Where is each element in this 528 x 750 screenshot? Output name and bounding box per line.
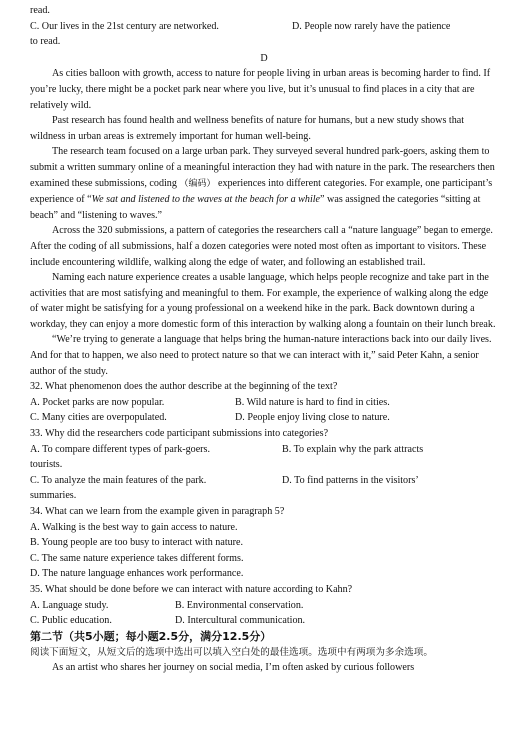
question-35-option-d: D. Intercultural communication. [175,615,306,627]
carry-over-line: read. [30,5,50,16]
question-34-option-d: D. The nature language enhances work performance. [30,568,244,580]
question-33-option-d-cont: summaries. [30,490,77,502]
question-32-option-d: D. People enjoy living close to nature. [235,412,390,424]
paragraph-2: Past research has found health and wellness benefits of nature for humans, but a new study shows that wildness in urban areas is extremely important for human well-being. [30,115,465,142]
paragraph-3-part-a: The research team focused on a large urban park. They surveyed several hundred park-goers, asking them to submit a written summary online of a meaningful interaction they had with nature in the park. The researchers then examined these submissions, coding [30,146,495,189]
paragraph-3-quote: We sat and listened to the waves at the beach for a while [91,194,321,206]
paragraph-3-part-c: ” was assigned the categories “sitting at beach” and “listening to waves.” [30,194,481,221]
question-32-option-b: B. Wild nature is hard to find in cities. [235,396,390,408]
carry-over-option-d: D. People now rarely have the patience [292,20,451,32]
question-35-row-2 [30,613,498,629]
question-32-option-a: A. Pocket parks are now popular. [30,396,165,408]
question-35-stem: 35. What should be done before we can interact with nature according to Kahn? [30,583,353,595]
question-32-option-c: C. Many cities are overpopulated. [30,412,167,424]
question-33-option-b: B. To explain why the park attracts [282,443,424,455]
section-2-instruction: 阅读下面短文，从短文后的选项中选出可以填入空白处的最佳选项。选项中有两项为多余选项。 [30,646,433,658]
paragraph-6: “We’re trying to generate a language that helps bring the human-nature interactions back into our daily lives. And for that to happen, we also need to protect nature so that we can interact with it,” said Peter Kahn, a senior author of the study. [30,334,492,377]
paragraph-3-gloss: （编码） [179,178,216,189]
paragraph-4: Across the 320 submissions, a pattern of categories the researchers call a “nature language” began to emerge. After the coding of all submissions, half a dozen categories were noted most often as important to visitors. These include encountering wildlife, walking along the edge of water, and following an established trail. [30,225,493,268]
question-32-row-1 [30,395,498,411]
paragraph-3-part-b: experiences into different categories. For example, one participant’s experience of “ [30,177,493,206]
question-35-option-a: A. Language study. [30,599,109,611]
question-34-stem: 34. What can we learn from the example given in paragraph 5? [30,506,285,517]
question-33-option-d: D. To find patterns in the visitors’ [282,474,419,486]
passage-letter: D [260,52,268,64]
question-33-option-a: A. To compare different types of park-goers. [30,443,210,455]
question-32-row-2 [30,410,498,426]
paragraph-3 [30,144,498,223]
carry-over-option-c: C. Our lives in the 21st century are networked. [30,20,219,32]
paragraph-1: As cities balloon with growth, access to nature for people living in urban areas is becoming harder to find. If you’re lucky, there might be a pocket park near where you live, but it’s unusual to find places in a city that are relatively wild. [30,68,491,111]
question-33-row-2 [30,473,498,489]
question-34-option-b: B. Young people are too busy to interact with nature. [30,537,244,549]
question-33-option-b-cont: tourists. [30,459,63,471]
question-34-option-a: A. Walking is the best way to gain access to nature. [30,521,238,533]
section-2-passage-start: As an artist who shares her journey on social media, I’m often asked by curious followers [52,662,415,674]
carry-over-options [30,19,498,35]
question-35-option-b: B. Environmental conservation. [175,599,304,611]
carry-over-option-d-cont: to read. [30,36,61,48]
section-2-title: 第二节（共5小题；每小题2.5分，满分12.5分） [30,629,272,643]
question-35-row-1 [30,598,498,614]
question-33-option-c: C. To analyze the main features of the park. [30,474,207,486]
question-33-stem: 33. Why did the researchers code participant submissions into categories? [30,428,329,440]
question-34-option-c: C. The same nature experience takes different forms. [30,552,244,564]
question-33-row-1 [30,442,498,458]
paragraph-5: Naming each nature experience creates a usable language, which helps people recognize and take part in the activities that are most satisfying and meaningful to them. For example, the experience of walking along the edge of water might be satisfying for a young professional on a weekend hike in the park. Back downtown during a workday, they can enjoy a more domestic form of this interaction by walking along a fountain on their lunch break. [30,272,496,330]
question-35-option-c: C. Public education. [30,615,112,627]
question-32-stem: 32. What phenomenon does the author describe at the beginning of the text? [30,381,338,393]
